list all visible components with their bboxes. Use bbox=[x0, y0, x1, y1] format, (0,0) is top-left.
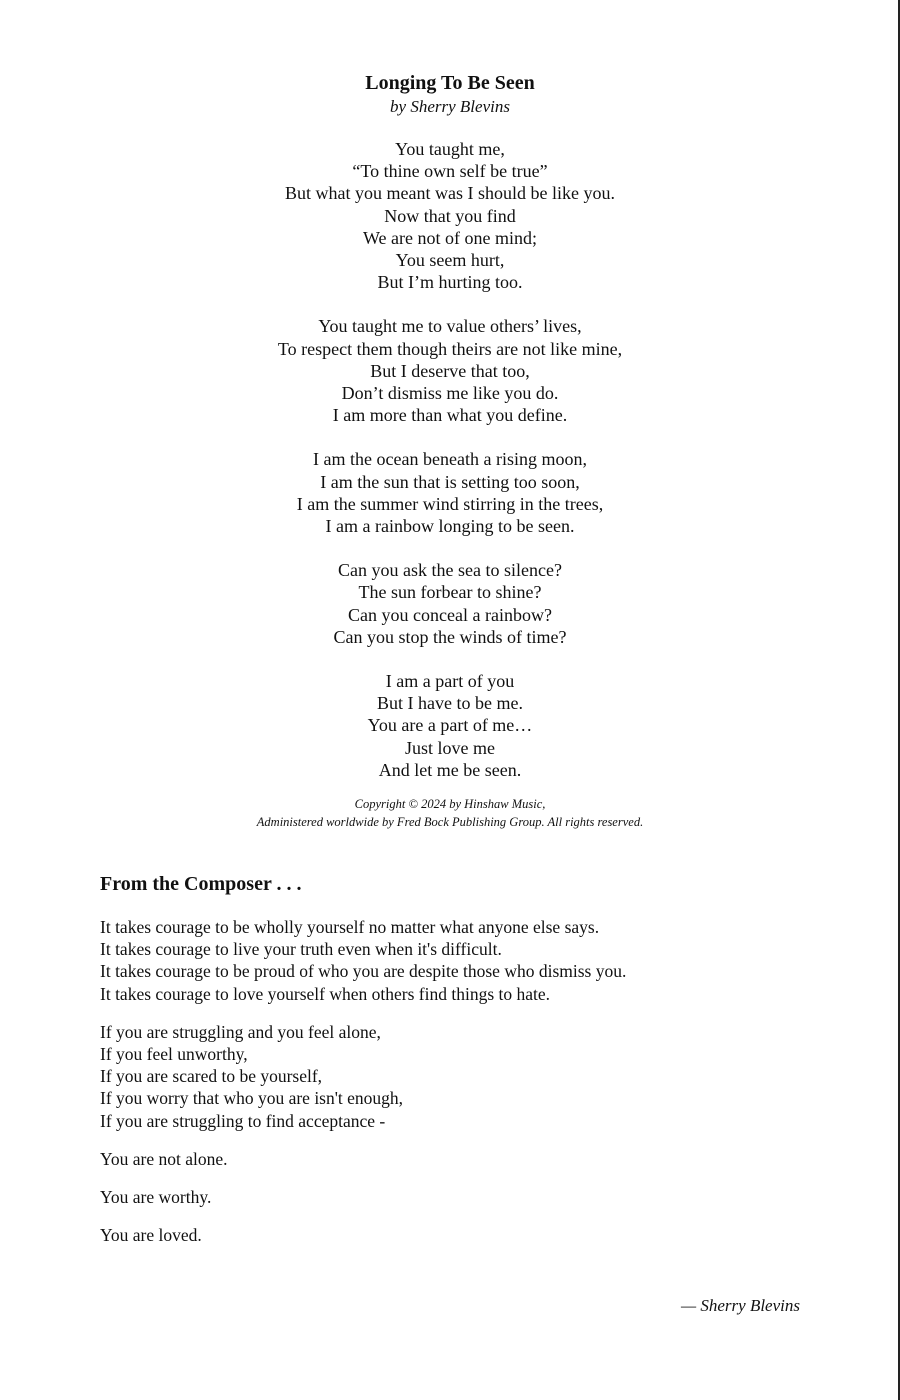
stanza-1 bbox=[0, 138, 900, 293]
poem-line: But what you meant was I should be like you. bbox=[285, 183, 615, 204]
copyright-line: Administered worldwide by Fred Bock Publishing Group. All rights reserved. bbox=[256, 815, 644, 830]
poem-line: Can you ask the sea to silence? bbox=[338, 560, 562, 581]
composer-signature: — Sherry Blevins bbox=[681, 1296, 800, 1315]
poem-line: I am the sun that is setting too soon, bbox=[320, 471, 580, 492]
composer-paragraph-2 bbox=[100, 1021, 820, 1132]
poem-line: The sun forbear to shine? bbox=[358, 582, 542, 603]
stanza-2 bbox=[0, 315, 900, 426]
stanza-3 bbox=[0, 448, 900, 537]
composer-line: If you feel unworthy, bbox=[100, 1044, 248, 1065]
poem-line: I am a part of you bbox=[385, 671, 515, 692]
composer-line: It takes courage to love yourself when others find things to hate. bbox=[100, 983, 551, 1004]
composer-heading: From the Composer . . . bbox=[100, 873, 302, 895]
poem-line: But I have to be me. bbox=[377, 693, 523, 714]
poem-line: I am a rainbow longing to be seen. bbox=[325, 516, 575, 537]
composer-line: It takes courage to be wholly yourself no matter what anyone else says. bbox=[100, 917, 600, 937]
poem-author: by Sherry Blevins bbox=[390, 97, 510, 116]
composer-line: It takes courage to live your truth even when it's difficult. bbox=[100, 939, 502, 960]
poem-line: And let me be seen. bbox=[378, 759, 522, 780]
poem-line: I am the summer wind stirring in the trees, bbox=[296, 493, 604, 514]
poem-line: Can you stop the winds of time? bbox=[333, 626, 567, 647]
composer-paragraph-1 bbox=[100, 916, 820, 1005]
composer-note bbox=[100, 870, 820, 1246]
stanza-4 bbox=[0, 559, 900, 648]
poem-line: But I’m hurting too. bbox=[377, 272, 523, 293]
copyright-line: Copyright © 2024 by Hinshaw Music, bbox=[354, 797, 546, 812]
composer-line: It takes courage to be proud of who you are despite those who dismiss you. bbox=[100, 961, 627, 982]
stanza-5 bbox=[0, 670, 900, 781]
composer-paragraph-5 bbox=[100, 1224, 820, 1246]
poem-line: You taught me, bbox=[395, 139, 505, 159]
composer-paragraph-4 bbox=[100, 1186, 820, 1208]
composer-line: If you are struggling and you feel alone, bbox=[100, 1021, 381, 1042]
poem-line: Just love me bbox=[405, 737, 495, 758]
poem-line: I am more than what you define. bbox=[332, 405, 568, 426]
composer-line: If you are struggling to find acceptance - bbox=[100, 1110, 386, 1131]
poem-line: I am the ocean beneath a rising moon, bbox=[313, 449, 587, 470]
poem-line: Don’t dismiss me like you do. bbox=[341, 383, 559, 404]
poem-title: Longing To Be Seen bbox=[365, 72, 535, 94]
composer-line: If you worry that who you are isn't enough, bbox=[100, 1088, 404, 1109]
poem-line: To respect them though theirs are not like mine, bbox=[277, 338, 623, 359]
poem-line: You taught me to value others’ lives, bbox=[318, 316, 582, 337]
poem-line: Now that you find bbox=[384, 205, 516, 226]
composer-paragraph-3 bbox=[100, 1148, 820, 1170]
composer-line: You are not alone. bbox=[100, 1148, 228, 1169]
poem-line: But I deserve that too, bbox=[370, 360, 530, 381]
composer-line: You are loved. bbox=[100, 1225, 202, 1246]
poem-line: “To thine own self be true” bbox=[352, 161, 548, 182]
poem-line: Can you conceal a rainbow? bbox=[348, 604, 552, 625]
poem bbox=[0, 70, 900, 831]
poem-line: We are not of one mind; bbox=[363, 227, 537, 248]
poem-line: You are a part of me… bbox=[367, 715, 533, 736]
composer-line: You are worthy. bbox=[100, 1187, 212, 1208]
poem-line: You seem hurt, bbox=[395, 250, 505, 271]
copyright-notice bbox=[0, 795, 900, 831]
composer-line: If you are scared to be yourself, bbox=[100, 1066, 323, 1087]
